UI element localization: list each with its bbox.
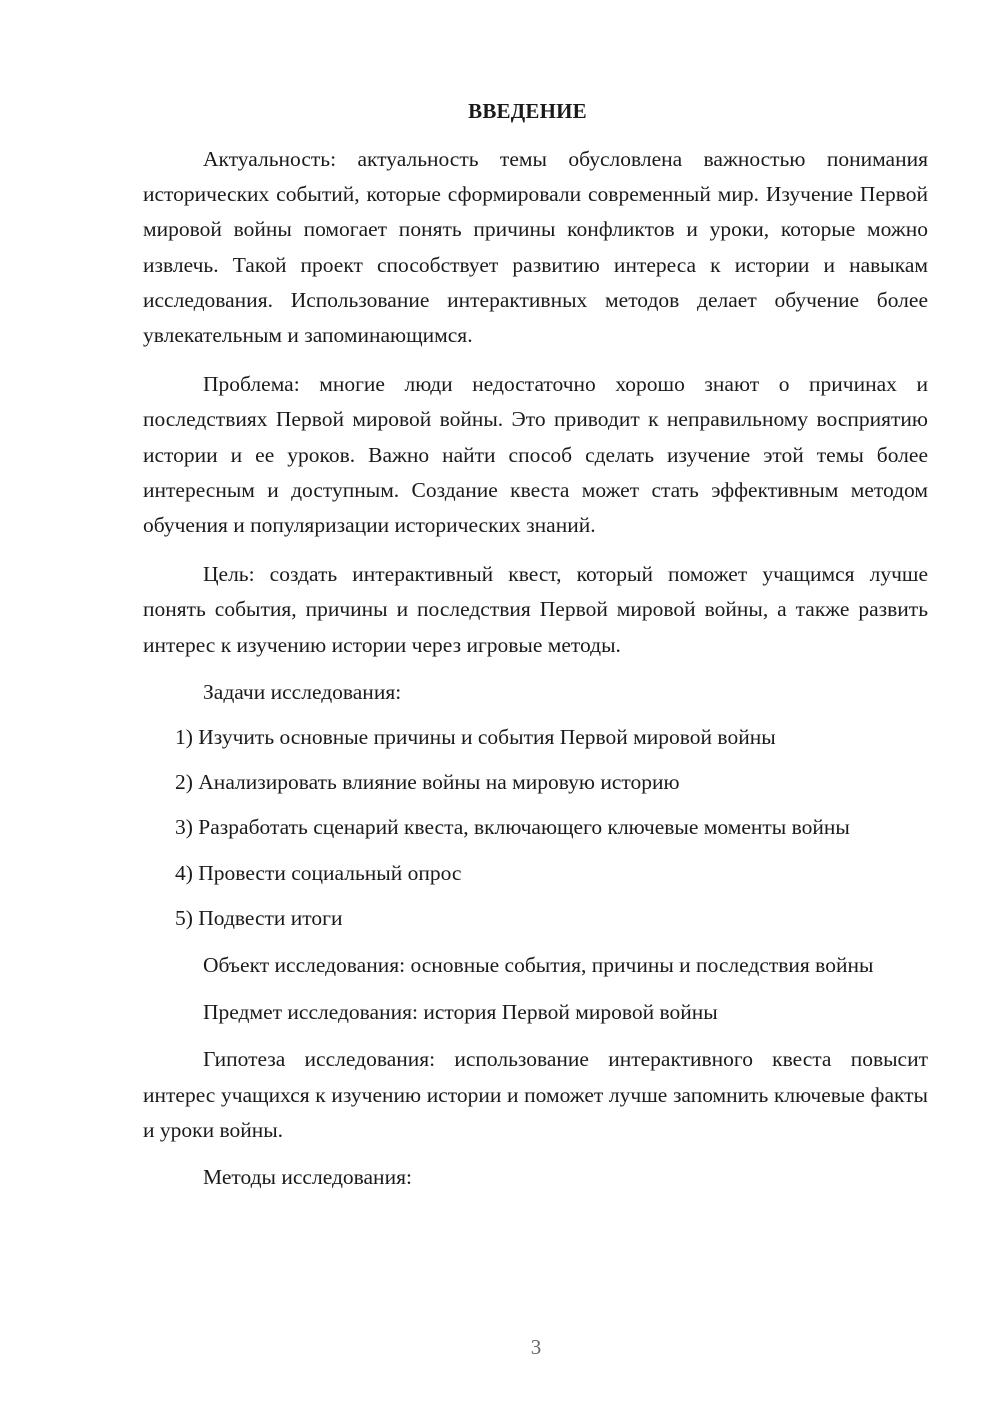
section-heading: ВВЕДЕНИЕ xyxy=(468,99,587,123)
relevance-paragraph: Актуальность: актуальность темы обусловлена важностью понимания исторических событий, которые сформировали современный мир. Изучение Первой мировой войны помогает понять причины конфликтов и уроки, которые можно извлечь. Такой проект способствует развитию интереса к истории и навыкам исследования. Использование интерактивных методов делает обучение более увлекательным и запоминающимся. xyxy=(143,147,928,348)
methods-heading: Методы исследования: xyxy=(203,1165,412,1190)
hypothesis-paragraph: Гипотеза исследования: использование интерактивного квеста повысит интерес учащихся к изучению истории и поможет лучше запомнить ключевые факты и уроки войны. xyxy=(143,1047,928,1142)
task-item-2: 2) Анализировать влияние войны на мировую историю xyxy=(175,770,680,795)
document-page xyxy=(143,96,928,1195)
heading-row xyxy=(143,96,928,126)
tasks-list xyxy=(143,720,928,936)
subject-paragraph: Предмет исследования: история Первой мировой войны xyxy=(203,1000,718,1025)
goal-paragraph: Цель: создать интерактивный квест, который поможет учащимся лучше понять события, причины и последствия Первой мировой войны, а также развить интерес к изучению истории через игровые методы. xyxy=(143,562,928,657)
object-paragraph: Объект исследования: основные события, причины и последствия войны xyxy=(203,953,874,978)
problem-paragraph: Проблема: многие люди недостаточно хорошо знают о причинах и последствиях Первой мировой войны. Это приводит к неправильному восприятию истории и ее уроков. Важно найти способ сделать изучение этой темы более интересным и доступным. Создание квеста может стать эффективным методом обучения и популяризации исторических знаний. xyxy=(143,372,928,538)
task-item-1: 1) Изучить основные причины и события Первой мировой войны xyxy=(175,725,776,750)
task-item-3: 3) Разработать сценарий квеста, включающего ключевые моменты войны xyxy=(175,815,850,840)
task-item-5: 5) Подвести итоги xyxy=(175,905,343,930)
page-number: 3 xyxy=(530,1335,542,1359)
tasks-heading: Задачи исследования: xyxy=(203,679,402,704)
task-item-4: 4) Провести социальный опрос xyxy=(175,860,462,885)
